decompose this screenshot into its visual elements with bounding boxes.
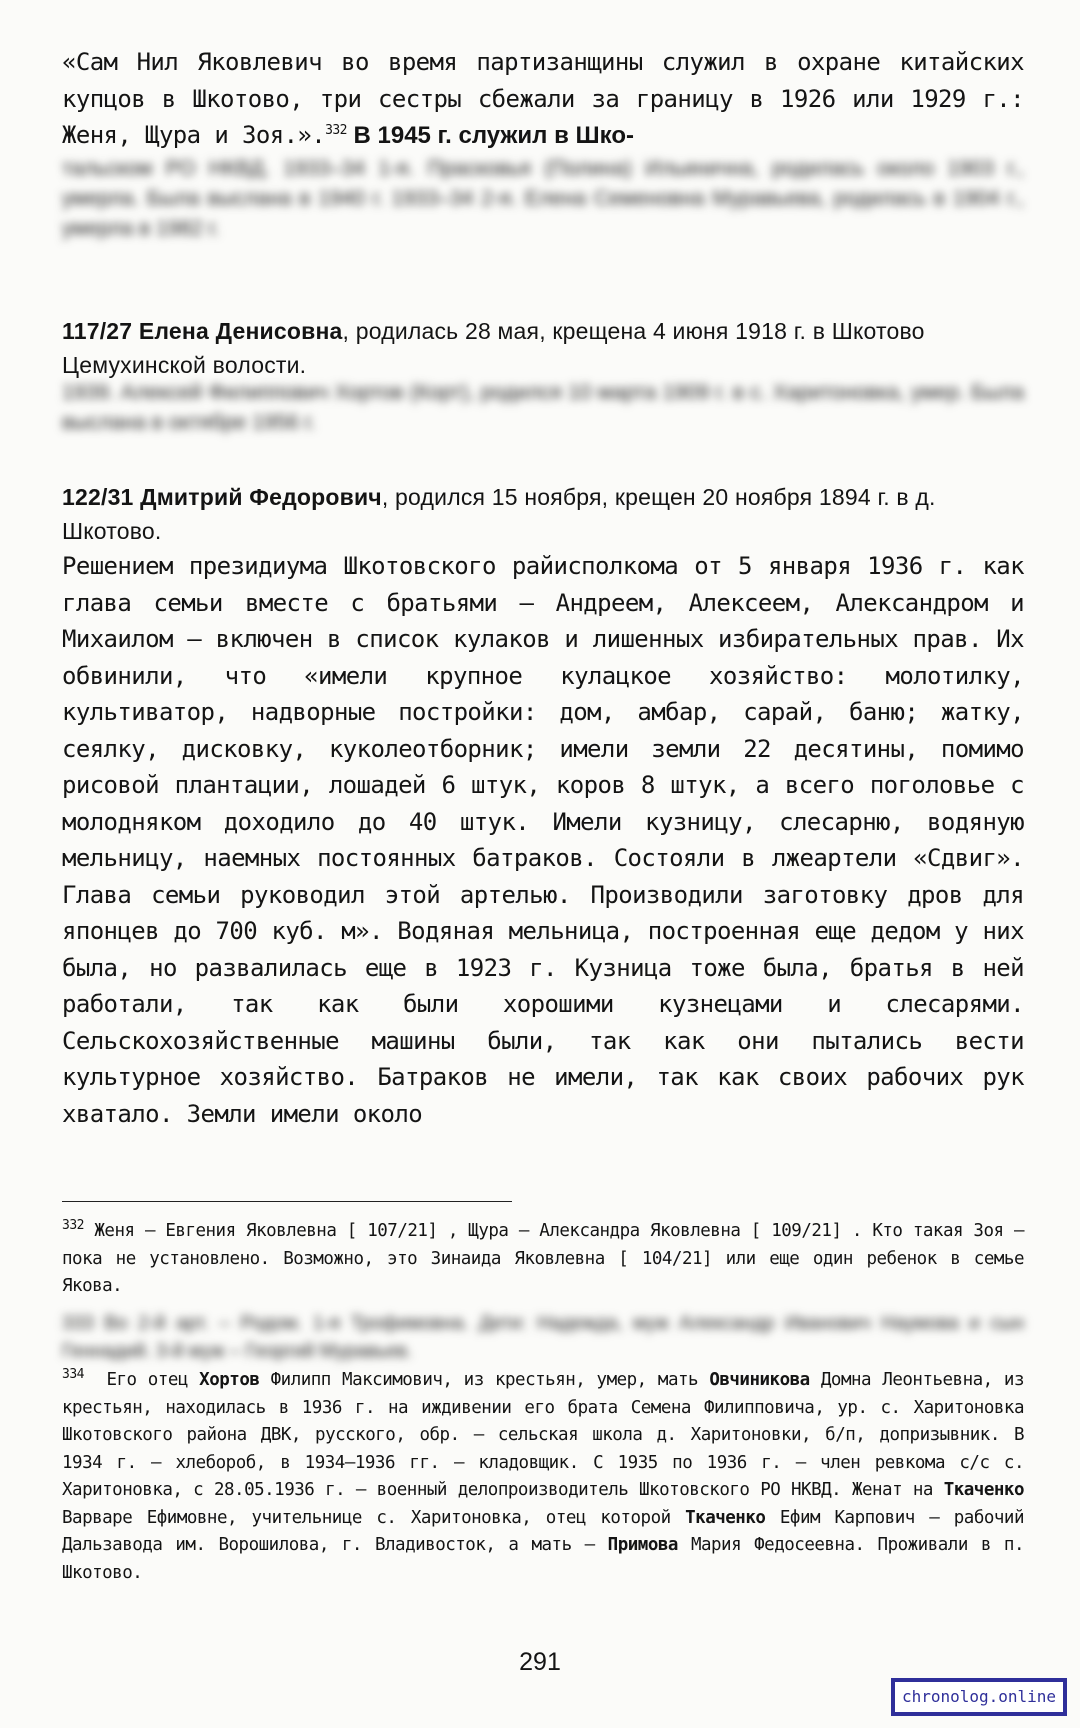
blurred-footnote-333: 333 Во 2-й арт. – Родом. 1-я Трофимовна. Дети: Надежда, муж Александр Иванович Наумова и сын Геннадий. 3-й муж – Георгий Муравьев. xyxy=(62,1313,1024,1362)
bold-surname: Овчиникова xyxy=(709,1370,810,1390)
bold-surname: Ткаченко xyxy=(685,1507,766,1528)
opening-tail-text: В 1945 г. служил в Шко- xyxy=(346,122,634,149)
footnote-ref-332[interactable]: 332 xyxy=(325,123,347,138)
page-number: 291 xyxy=(519,1648,561,1676)
footnote-text: Филипп Максимович, из крестьян, умер, мать xyxy=(259,1370,710,1390)
footnote-number: 332 xyxy=(62,1218,84,1234)
footnote-text: Варваре Ефимовне, учительнице с. Харитоновка, отец которой xyxy=(62,1507,686,1528)
bold-surname: Ткаченко xyxy=(943,1480,1024,1500)
watermark-text: chronolog.online xyxy=(895,1682,1063,1712)
blurred-text-block: тальском РО НКВД. 1933–34 1-я. Прасковья (Полина) Ильинична, родилась около 1903 г., умерла. Была выслана в 1940 г. 1933–34 2-я. Елена Семеновна Муравьева, родилась в 1904 г., умерла в 1982 г. xyxy=(62,157,1024,240)
footnote-text: Ефим Карпович – рабочий Дальзавода им. Ворошилова, г. Владивосток, а мать – xyxy=(62,1507,1024,1555)
footnote-number: 334 xyxy=(62,1367,84,1383)
footnote-separator xyxy=(62,1201,512,1202)
entry-122-31 xyxy=(62,480,1024,548)
entry-117-27 xyxy=(62,314,1024,382)
bold-surname: Хортов xyxy=(199,1370,260,1390)
opening-paragraph xyxy=(62,44,1024,155)
entry-text: , родился 15 ноября, крещен 20 ноября 1894 г. в д. Шкотово. xyxy=(62,484,936,544)
watermark-badge xyxy=(891,1678,1067,1716)
blurred-text-block-2: 1939. Алексей Филиппович Хортов (Корт), родился 10 марта 1909 г. в с. Харитоновка, умер. Была выслана в октябре 1956 г. xyxy=(62,381,1024,434)
entry-title: 117/27 Елена Денисовна xyxy=(62,318,343,344)
entry-title: 122/31 Дмитрий Федорович xyxy=(62,484,382,510)
footnote-text: Мария Федосеевна. Проживали в п. Шкотово. xyxy=(62,1535,1024,1583)
footnote-334 xyxy=(62,1367,1024,1587)
opening-quote-text: «Сам Нил Яковлевич во время партизанщины служил в охране китайских купцов в Шкотово, три сестры сбежали за границу в 1926 или 1929 г.: Женя, Щура и Зоя.». xyxy=(62,48,1024,149)
footnote-text: Домна Леонтьевна, из крестьян, находилась в 1936 г. на иждивении его брата Семена Филипповича, ур. с. Харитоновка Шкотовского района ДВК, русского, обр. – сельская школа д. Харитоновки, б/п, допризывник. В 1934 г. – хлебороб, в 1934–1936 гг. – кладовщик. С 1935 по 1936 г. – член ревкома с/с с. Харитоновка, с 28.05.1936 г. – военный делопроизводитель Шкотовского РО НКВД. Женат на xyxy=(62,1370,1024,1500)
bold-surname: Примова xyxy=(607,1535,678,1555)
footnote-text: Его отец xyxy=(106,1370,200,1390)
entry-text: , родилась 28 мая, крещена 4 июня 1918 г. в Шкотово Цемухинской волости. xyxy=(62,318,925,378)
main-body-paragraph: Решением президиума Шкотовского райисполкома от 5 января 1936 г. как глава семьи вместе с братьями – Андреем, Алексеем, Александром и Михаилом – включен в список кулаков и лишенных избирательных прав. Их обвинили, что «имели крупное кулацкое хозяйство: молотилку, культиватор, надворные постройки: дом, амбар, сарай, баню; жатку, сеялку, дисковку, куколеотборник; имели земли 22 десятины, помимо рисовой плантации, лошадей 6 штук, коров 8 штук, а всего поголовье с молодняком доходило до 40 штук. Имели кузницу, слесарню, водяную мельницу, наемных постоянных батраков. Состояли в лжеартели «Сдвиг». Глава семьи руководил этой артелью. Производили заготовку дров для японцев до 700 куб. м». Водяная мельница, построенная еще дедом у них была, но развалилась еще в 1923 г. Кузница тоже была, братья в ней работали, так как были хорошими кузнецами и слесарями. Сельскохозяйственные машины были, так как они пытались вести культурное хозяйство. Батраков не имели, так как своих рабочих рук хватало. Земли имели около xyxy=(62,552,1024,1128)
footnote-332 xyxy=(62,1218,1024,1301)
footnote-text: Женя – Евгения Яковлевна [ 107/21] , Щура – Александра Яковлевна [ 109/21] . Кто такая Зоя – пока не установлено. Возможно, это Зинаида Яковлевна [ 104/21] или еще один ребенок в семье Якова. xyxy=(62,1221,1024,1296)
